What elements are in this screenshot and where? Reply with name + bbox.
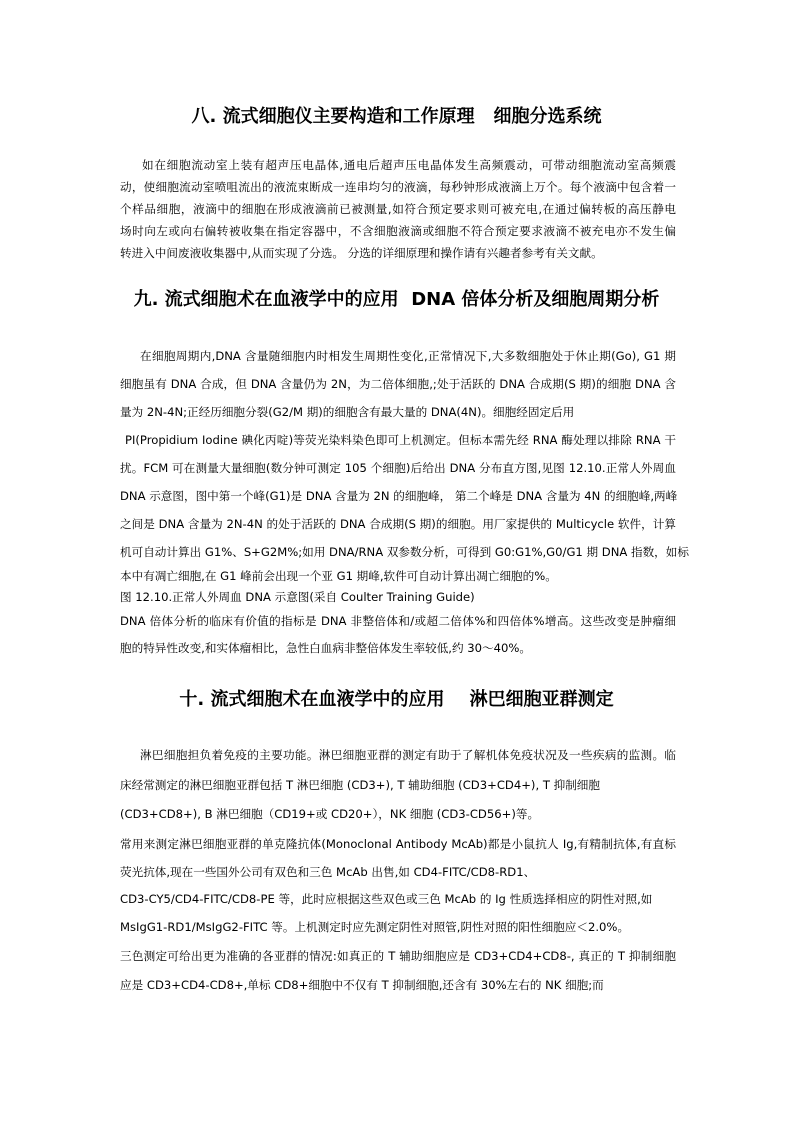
paragraph-line: 机可自动计算出 G1%、S+G2M%;如用 DNA/RNA 双参数分析，可得到 G0:G1%,G0/G1 期 DNA 指数，如标 <box>120 545 689 559</box>
section-heading-8: 八. 流式细胞仪主要构造和工作原理 细胞分选系统 <box>191 106 602 127</box>
paragraph-line: PI(Propidium Iodine 碘化丙啶)等荧光染料染色即可上机测定。但标本需先经 RNA 酶处理以排除 RNA 干 <box>125 433 676 447</box>
section-heading-9: 九. 流式细胞术在血液学中的应用 DNA 倍体分析及细胞周期分析 <box>133 289 660 310</box>
paragraph-line: 本中有凋亡细胞,在 G1 峰前会出现一个亚 G1 期峰,软件可自动计算出凋亡细胞的%。 <box>120 569 557 583</box>
paragraph-line: 荧光抗体,现在一些国外公司有双色和三色 McAb 出售,如 CD4-FITC/CD8-RD1、 <box>120 865 536 879</box>
paragraph-line: DNA 示意图，图中第一个峰(G1)是 DNA 含量为 2N 的细胞峰， 第二个峰是 DNA 含量为 4N 的细胞峰,两峰 <box>120 489 678 503</box>
paragraph-line: 细胞虽有 DNA 合成，但 DNA 含量仍为 2N，为二倍体细胞,;处于活跃的 DNA 合成期(S 期)的细胞 DNA 含 <box>120 377 676 391</box>
paragraph-line: 应是 CD3+CD4-CD8+,单标 CD8+细胞中不仅有 T 抑制细胞,还含有 30%左右的 NK 细胞;而 <box>120 978 604 992</box>
paragraph-line: 个样品细胞，液滴中的细胞在形成液滴前已被测量,如符合预定要求则可被充电,在通过偏转板的高压静电 <box>120 202 676 216</box>
paragraph-line: DNA 倍体分析的临床有价值的指标是 DNA 非整倍体和/或超二倍体%和四倍体%增高。这些改变是肿瘤细 <box>120 614 676 628</box>
figure-caption: 图 12.10.正常人外周血 DNA 示意图(采自 Coulter Training Guide) <box>120 590 475 604</box>
paragraph-line: 转进入中间废液收集器中,从而实现了分选。 分选的详细原理和操作请有兴趣者参考有关文献。 <box>120 246 603 260</box>
paragraph-line: 如在细胞流动室上装有超声压电晶体,通电后超声压电晶体发生高频震动，可带动细胞流动室高频震 <box>142 158 676 172</box>
paragraph-line: CD3-CY5/CD4-FITC/CD8-PE 等，此时应根据这些双色或三色 McAb 的 Ig 性质选择相应的阴性对照,如 <box>120 892 653 906</box>
paragraph-line: MsIgG1-RD1/MsIgG2-FITC 等。上机测定时应先测定阴性对照管,阴性对照的阳性细胞应＜2.0%。 <box>120 920 630 934</box>
paragraph-line: 在细胞周期内,DNA 含量随细胞内时相发生周期性变化,正常情况下,大多数细胞处于休止期(Go), G1 期 <box>140 349 676 363</box>
paragraph-line: 场时向左或向右偏转被收集在指定容器中，不含细胞液滴或细胞不符合预定要求液滴不被充电亦不发生偏 <box>120 224 676 238</box>
paragraph-line: 之间是 DNA 含量为 2N-4N 的处于活跃的 DNA 合成期(S 期)的细胞。用厂家提供的 Multicycle 软件，计算 <box>120 517 676 531</box>
paragraph-line: 常用来测定淋巴细胞亚群的单克隆抗体(Monoclonal Antibody McAb)都是小鼠抗人 Ig,有精制抗体,有直标 <box>120 837 676 851</box>
paragraph-line: (CD3+CD8+), B 淋巴细胞（CD19+或 CD20+），NK 细胞 (CD3-CD56+)等。 <box>120 807 540 821</box>
paragraph-line: 床经常测定的淋巴细胞亚群包括 T 淋巴细胞 (CD3+), T 辅助细胞 (CD3+CD4+), T 抑制细胞 <box>120 778 600 792</box>
paragraph-line: 动，使细胞流动室喷咀流出的液流束断成一连串均匀的液滴，每秒钟形成液滴上万个。每个液滴中包含着一 <box>120 180 676 194</box>
paragraph-line: 淋巴细胞担负着免疫的主要功能。淋巴细胞亚群的测定有助于了解机体免疫状况及一些疾病的监测。临 <box>140 748 676 762</box>
section-heading-10: 十. 流式细胞术在血液学中的应用 淋巴细胞亚群测定 <box>179 689 614 710</box>
paragraph-line: 胞的特异性改变,和实体瘤相比，急性白血病非整倍体发生率较低,约 30～40%。 <box>120 641 531 655</box>
paragraph-line: 三色测定可给出更为准确的各亚群的情况:如真正的 T 辅助细胞应是 CD3+CD4+CD8-, 真正的 T 抑制细胞 <box>120 949 676 963</box>
paragraph-line: 量为 2N-4N;正经历细胞分裂(G2/M 期)的细胞含有最大量的 DNA(4N)。细胞经固定后用 <box>120 405 575 419</box>
paragraph-line: 扰。FCM 可在测量大量细胞(数分钟可测定 105 个细胞)后给出 DNA 分布直方图,见图 12.10.正常人外周血 <box>120 461 676 475</box>
